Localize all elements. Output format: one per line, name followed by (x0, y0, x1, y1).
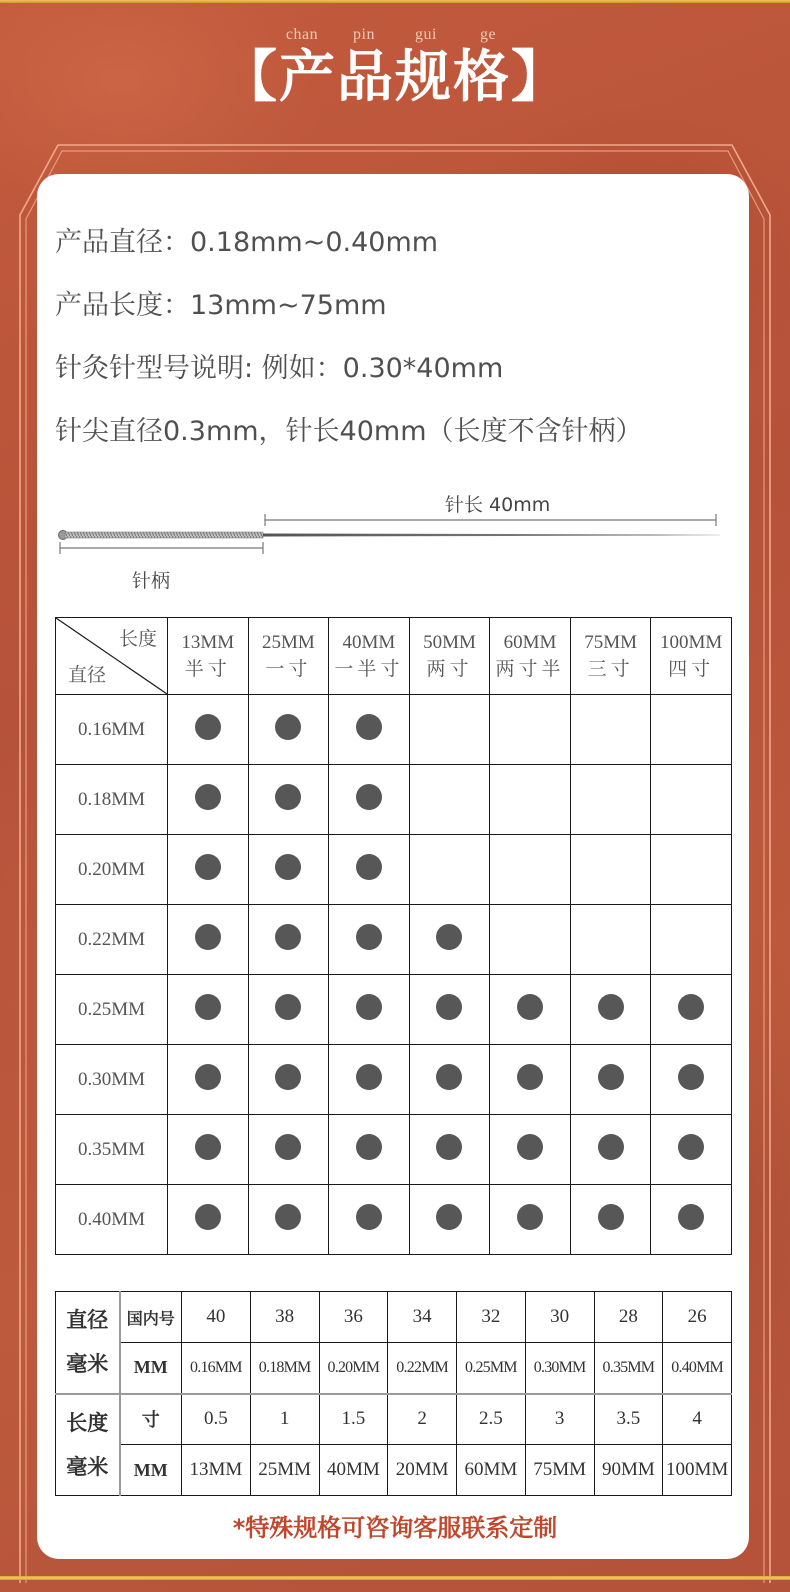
diameter-label: 0.18MM (56, 765, 168, 835)
table-row (56, 1445, 732, 1496)
diameter-label: 0.16MM (56, 695, 168, 765)
availability-cell (409, 1045, 490, 1115)
gauge-value: 36 (319, 1292, 388, 1343)
group-label-line: 长度 (66, 1409, 109, 1435)
available-dot-icon (195, 784, 221, 810)
availability-cell (329, 765, 410, 835)
availability-cell (570, 975, 651, 1045)
availability-cell (409, 1185, 490, 1255)
availability-cell (409, 905, 490, 975)
gauge-value: 30 (525, 1292, 594, 1343)
available-dot-icon (436, 1204, 462, 1230)
column-cun: 一半寸 (334, 658, 404, 680)
available-dot-icon (275, 1134, 301, 1160)
available-dot-icon (195, 1134, 221, 1160)
length-mm-value: 75MM (525, 1445, 594, 1496)
availability-cell (409, 835, 490, 905)
length-mm-value: 100MM (663, 1445, 732, 1496)
gauge-value: 34 (388, 1292, 457, 1343)
table-header-row (56, 618, 732, 695)
column-mm: 13MM (181, 632, 235, 653)
gauge-value: 28 (594, 1292, 663, 1343)
row-label: MM (120, 1445, 182, 1496)
page-title: 【产品规格】 (221, 44, 569, 110)
column-mm: 75MM (584, 632, 637, 653)
availability-cell (570, 1115, 651, 1185)
availability-cell (409, 695, 490, 765)
availability-cell (329, 975, 410, 1045)
availability-cell (248, 695, 329, 765)
availability-table-body (56, 695, 732, 1255)
row-label: MM (120, 1343, 182, 1394)
custom-spec-note: *特殊规格可咨询客服联系定制 (232, 1514, 558, 1542)
available-dot-icon (678, 1204, 704, 1230)
diameter-mm-value: 0.40MM (663, 1343, 732, 1394)
diameter-label: 0.40MM (56, 1185, 168, 1255)
availability-cell (168, 975, 249, 1045)
diameter-mm-value: 0.16MM (182, 1343, 251, 1394)
column-header (490, 618, 571, 695)
diameter-mm-value: 0.18MM (250, 1343, 319, 1394)
available-dot-icon (356, 1064, 382, 1090)
availability-cell (168, 905, 249, 975)
availability-cell (651, 1185, 732, 1255)
table-row (56, 835, 732, 905)
gauge-value: 38 (250, 1292, 319, 1343)
diameter-label: 0.22MM (56, 905, 168, 975)
available-dot-icon (195, 994, 221, 1020)
spec-model-example: 针灸针型号说明: 例如：0.30*40mm (55, 353, 504, 384)
available-dot-icon (517, 994, 543, 1020)
available-dot-icon (598, 1134, 624, 1160)
availability-cell (248, 975, 329, 1045)
spec-model-explanation: 针尖直径0.3mm，针长40mm（长度不含针柄） (55, 416, 643, 447)
availability-cell (168, 695, 249, 765)
title-pinyin (0, 26, 790, 44)
available-dot-icon (356, 994, 382, 1020)
availability-cell (570, 765, 651, 835)
table-row (56, 905, 732, 975)
diameter-mm-value: 0.35MM (594, 1343, 663, 1394)
length-mm-value: 20MM (388, 1445, 457, 1496)
diameter-label: 0.30MM (56, 1045, 168, 1115)
column-cun: 两寸 (426, 658, 473, 680)
available-dot-icon (598, 994, 624, 1020)
table-row (56, 1343, 732, 1394)
column-mm: 50MM (423, 632, 476, 653)
available-dot-icon (356, 1204, 382, 1230)
availability-cell (248, 1185, 329, 1255)
availability-table (55, 617, 732, 1255)
availability-cell (168, 1045, 249, 1115)
table-row (56, 1292, 732, 1343)
availability-cell (329, 1045, 410, 1115)
available-dot-icon (356, 784, 382, 810)
available-dot-icon (678, 1134, 704, 1160)
available-dot-icon (517, 1204, 543, 1230)
cun-value: 1.5 (319, 1394, 388, 1445)
availability-cell (651, 975, 732, 1045)
gauge-value: 40 (182, 1292, 251, 1343)
needle-length-label: 针长 40mm (445, 494, 551, 516)
availability-cell (248, 765, 329, 835)
pinyin-syllable: ge (479, 26, 497, 43)
column-mm: 100MM (660, 632, 723, 653)
available-dot-icon (517, 1064, 543, 1090)
table-row (56, 975, 732, 1045)
availability-cell (248, 905, 329, 975)
table-row (56, 1185, 732, 1255)
column-cun: 半寸 (184, 658, 231, 680)
column-header (570, 618, 651, 695)
gauge-value: 26 (663, 1292, 732, 1343)
availability-cell (570, 1045, 651, 1115)
available-dot-icon (598, 1064, 624, 1090)
availability-cell (490, 1045, 571, 1115)
availability-cell (409, 975, 490, 1045)
column-cun: 四寸 (668, 658, 715, 680)
available-dot-icon (275, 924, 301, 950)
availability-cell (248, 1045, 329, 1115)
availability-cell (651, 1115, 732, 1185)
available-dot-icon (436, 1064, 462, 1090)
needle-diagram (55, 488, 735, 598)
available-dot-icon (678, 994, 704, 1020)
availability-cell (651, 1045, 732, 1115)
length-mm-value: 40MM (319, 1445, 388, 1496)
pinyin-syllable: gui (415, 26, 437, 43)
availability-cell (329, 905, 410, 975)
available-dot-icon (598, 1204, 624, 1230)
row-label: 国内号 (120, 1292, 182, 1343)
diameter-mm-value: 0.22MM (388, 1343, 457, 1394)
diameter-label: 0.35MM (56, 1115, 168, 1185)
available-dot-icon (436, 924, 462, 950)
column-header (651, 618, 732, 695)
availability-cell (570, 905, 651, 975)
availability-cell (570, 835, 651, 905)
availability-cell (168, 835, 249, 905)
available-dot-icon (436, 994, 462, 1020)
bottom-gold-border (0, 1576, 790, 1580)
cun-value: 1 (250, 1394, 319, 1445)
group-label-line: 毫米 (66, 1351, 109, 1377)
availability-cell (329, 1185, 410, 1255)
availability-cell (651, 765, 732, 835)
available-dot-icon (356, 1134, 382, 1160)
length-mm-value: 60MM (457, 1445, 526, 1496)
available-dot-icon (195, 924, 221, 950)
corner-diameter-label: 直径 (68, 664, 107, 686)
availability-cell (490, 765, 571, 835)
gauge-value: 32 (457, 1292, 526, 1343)
column-header (168, 618, 249, 695)
availability-cell (329, 1115, 410, 1185)
availability-cell (168, 765, 249, 835)
diameter-mm-value: 0.20MM (319, 1343, 388, 1394)
available-dot-icon (195, 1064, 221, 1090)
availability-cell (490, 835, 571, 905)
availability-cell (490, 695, 571, 765)
column-header (248, 618, 329, 695)
pinyin-syllable: chan (285, 26, 319, 43)
availability-cell (651, 695, 732, 765)
column-mm: 60MM (503, 632, 557, 653)
cun-value: 2.5 (457, 1394, 526, 1445)
available-dot-icon (678, 1064, 704, 1090)
availability-cell (409, 765, 490, 835)
available-dot-icon (275, 854, 301, 880)
conversion-table (55, 1291, 732, 1496)
header (0, 26, 790, 108)
cun-value: 0.5 (182, 1394, 251, 1445)
length-mm-value: 13MM (182, 1445, 251, 1496)
handle-label: 针柄 (132, 570, 171, 592)
length-group-label (56, 1394, 120, 1496)
table-row (56, 1045, 732, 1115)
column-header (329, 618, 410, 695)
availability-cell (329, 695, 410, 765)
availability-cell (570, 695, 651, 765)
diameter-label: 0.25MM (56, 975, 168, 1045)
group-label-line: 毫米 (66, 1453, 109, 1479)
availability-cell (248, 1115, 329, 1185)
availability-cell (329, 835, 410, 905)
available-dot-icon (356, 854, 382, 880)
available-dot-icon (195, 714, 221, 740)
available-dot-icon (275, 784, 301, 810)
corner-length-label: 长度 (118, 628, 157, 650)
diameter-mm-value: 0.25MM (457, 1343, 526, 1394)
pinyin-syllable: pin (353, 26, 375, 43)
table-corner-cell (56, 618, 168, 695)
available-dot-icon (436, 1134, 462, 1160)
available-dot-icon (275, 994, 301, 1020)
column-cun: 两寸半 (495, 658, 565, 680)
table-row (56, 765, 732, 835)
availability-cell (490, 975, 571, 1045)
cun-value: 3.5 (594, 1394, 663, 1445)
table-row (56, 695, 732, 765)
length-mm-value: 25MM (250, 1445, 319, 1496)
availability-cell (651, 835, 732, 905)
availability-cell (168, 1185, 249, 1255)
column-cun: 三寸 (587, 658, 634, 680)
cun-value: 3 (525, 1394, 594, 1445)
spec-length-range: 产品长度：13mm~75mm (55, 290, 387, 321)
cun-value: 2 (388, 1394, 457, 1445)
table-row (56, 1394, 732, 1445)
column-header (409, 618, 490, 695)
column-cun: 一寸 (265, 658, 312, 680)
column-mm: 40MM (342, 632, 396, 653)
spec-diameter-range: 产品直径：0.18mm~0.40mm (55, 227, 439, 258)
available-dot-icon (195, 1204, 221, 1230)
available-dot-icon (275, 1064, 301, 1090)
availability-cell (168, 1115, 249, 1185)
availability-cell (409, 1115, 490, 1185)
availability-cell (490, 1115, 571, 1185)
row-label: 寸 (120, 1394, 182, 1445)
diameter-label: 0.20MM (56, 835, 168, 905)
group-label-line: 直径 (66, 1307, 109, 1333)
top-gold-border (0, 0, 790, 3)
diameter-group-label (56, 1292, 120, 1394)
available-dot-icon (517, 1134, 543, 1160)
availability-cell (490, 905, 571, 975)
availability-cell (651, 905, 732, 975)
table-row (56, 1115, 732, 1185)
availability-cell (490, 1185, 571, 1255)
diameter-mm-value: 0.30MM (525, 1343, 594, 1394)
length-mm-value: 90MM (594, 1445, 663, 1496)
available-dot-icon (275, 714, 301, 740)
availability-cell (248, 835, 329, 905)
availability-cell (570, 1185, 651, 1255)
available-dot-icon (275, 1204, 301, 1230)
available-dot-icon (195, 854, 221, 880)
cun-value: 4 (663, 1394, 732, 1445)
column-mm: 25MM (261, 632, 315, 653)
available-dot-icon (356, 714, 382, 740)
available-dot-icon (356, 924, 382, 950)
spec-description (55, 228, 735, 480)
